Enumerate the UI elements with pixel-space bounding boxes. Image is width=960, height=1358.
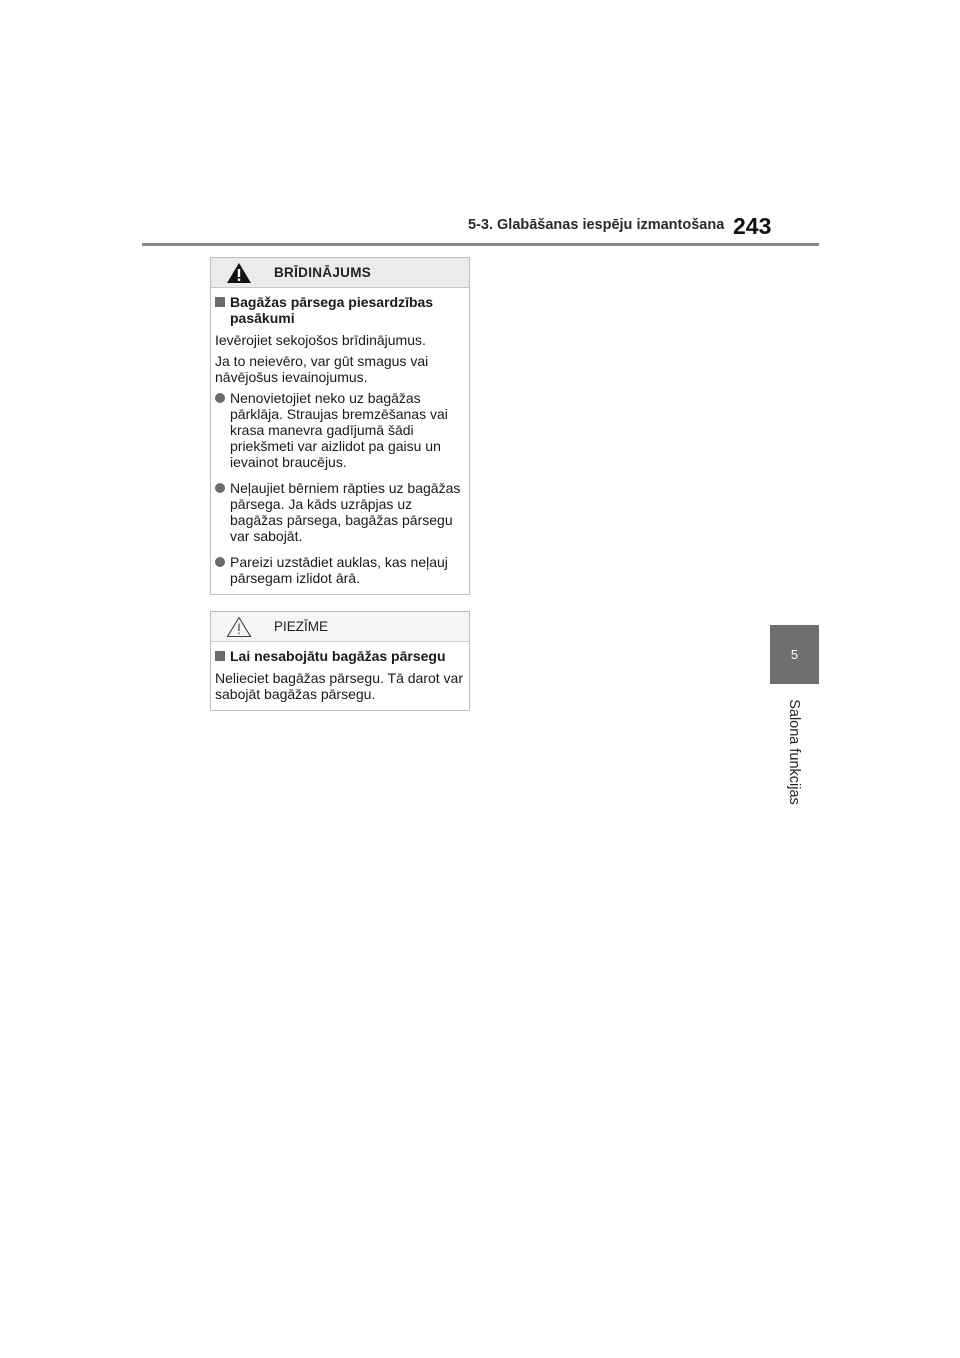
- notice-paragraph: Nelieciet bagāžas pārsegu. Tā darot var sabojāt bagāžas pārsegu.: [215, 670, 463, 702]
- page-number: 243: [733, 213, 772, 239]
- round-bullet-icon: [215, 483, 225, 493]
- warning-paragraph: Ievērojiet sekojošos brīdinājumus.: [215, 332, 426, 348]
- warning-bullet-text: Neļaujiet bērniem rāpties uz bagāžas pārsega. Ja kāds uzrāpjas uz bagāžas pārsega, bagāžas pārsegu var sabojāt.: [230, 480, 461, 544]
- notice-subheading-text: Lai nesabojātu bagāžas pārsegu: [230, 648, 446, 664]
- square-bullet-icon: [215, 651, 225, 661]
- chapter-tab: [770, 625, 819, 684]
- warning-bullet: [215, 554, 463, 586]
- chapter-number: 5: [790, 647, 799, 662]
- notice-box: [210, 611, 470, 711]
- notice-title: PIEZĪME: [274, 619, 329, 634]
- warning-triangle-outline-icon: [226, 616, 252, 638]
- notice-box-body: [211, 642, 469, 710]
- warning-bullet-text: Nenovietojiet neko uz bagāžas pārklāja. Straujas bremzēšanas vai krasa manevra gadījumā šādi priekšmeti var aizlidot pa gaisu un ievainot braucējus.: [230, 390, 448, 470]
- header-divider: [142, 243, 819, 246]
- warning-paragraph: Ja to neievēro, var gūt smagus vai nāvējošus ievainojumus.: [215, 353, 429, 385]
- warning-subheading-text: Bagāžas pārsega piesardzības pasākumi: [230, 294, 434, 326]
- warning-title: BRĪDINĀJUMS: [274, 265, 372, 280]
- round-bullet-icon: [215, 557, 225, 567]
- warning-triangle-filled-icon: [226, 262, 252, 284]
- section-title: 5-3. Glabāšanas iespēju izmantošana: [468, 217, 725, 233]
- warning-bullet-text: Pareizi uzstādiet auklas, kas neļauj pārsegam izlidot ārā.: [230, 554, 448, 586]
- round-bullet-icon: [215, 393, 225, 403]
- notice-subheading: [215, 648, 463, 664]
- warning-bullet: [215, 480, 463, 544]
- warning-box-body: [211, 288, 469, 594]
- chapter-label: Salona funkcijas: [786, 699, 802, 805]
- warning-box: [210, 257, 470, 595]
- notice-box-header: [211, 612, 469, 642]
- warning-bullet: [215, 390, 463, 470]
- square-bullet-icon: [215, 297, 225, 307]
- warning-subheading: [215, 294, 463, 326]
- warning-box-header: [211, 258, 469, 288]
